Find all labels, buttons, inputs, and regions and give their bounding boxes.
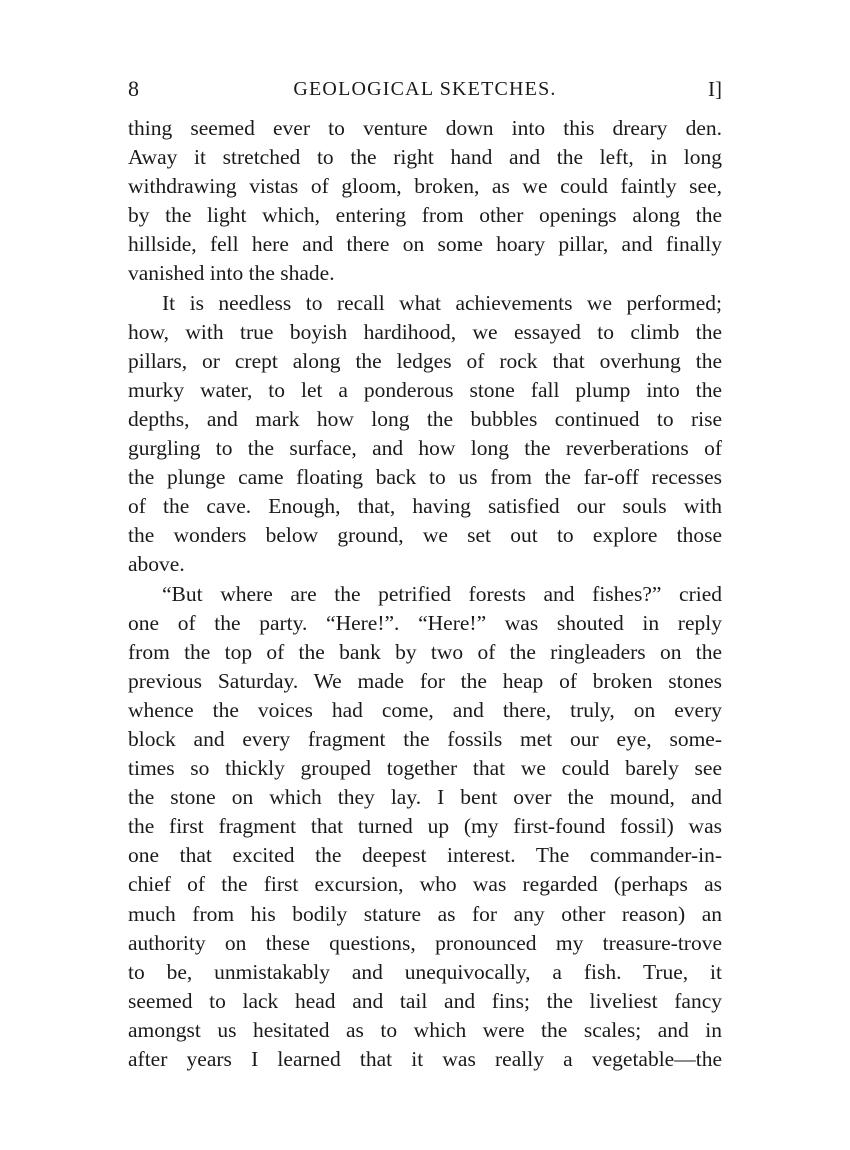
running-head (128, 74, 722, 104)
text-line: Away it stretched to the right hand and the left, in long (128, 145, 722, 170)
text-line: pillars, or crept along the ledges of rock that overhung the (128, 348, 722, 373)
text-line: vanished into the shade. (128, 261, 335, 286)
text-line: whence the voices had come, and there, truly, on every (128, 697, 722, 722)
text-line: hillside, fell here and there on some hoary pillar, and finally (128, 232, 722, 257)
body-text (128, 114, 722, 1074)
text-line: block and every fragment the fossils met our eye, some- (128, 726, 722, 751)
page-number: 8 (128, 76, 139, 101)
text-line: chief of the first excursion, who was regarded (perhaps as (128, 872, 722, 897)
text-line: the wonders below ground, we set out to explore those (128, 523, 722, 548)
text-line: It is needless to recall what achievements we performed; (162, 290, 722, 315)
text-line: one that excited the deepest interest. The commander-in- (128, 843, 722, 868)
text-line: after years I learned that it was really a vegetable—the (128, 1047, 722, 1071)
text-line: above. (128, 552, 185, 577)
text-line: depths, and mark how long the bubbles continued to rise (128, 406, 722, 431)
text-line: by the light which, entering from other openings along the (128, 203, 722, 228)
text-line: authority on these questions, pronounced my treasure-trove (128, 930, 722, 955)
chapter-mark: I] (708, 77, 722, 101)
text-line: thing seemed ever to venture down into this dreary den. (128, 116, 722, 140)
text-line: of the cave. Enough, that, having satisfied our souls with (128, 494, 722, 519)
text-line: gurgling to the surface, and how long the reverberations of (128, 436, 722, 461)
text-line: one of the party. “Here!”. “Here!” was shouted in reply (128, 610, 722, 635)
text-line: the stone on which they lay. I bent over the mound, and (128, 785, 722, 810)
text-line: the first fragment that turned up (my first-found fossil) was (128, 814, 722, 839)
text-line: the plunge came floating back to us from the far-off recesses (128, 465, 722, 490)
text-line: previous Saturday. We made for the heap of broken stones (128, 668, 722, 693)
text-line: murky water, to let a ponderous stone fall plump into the (128, 377, 722, 402)
text-line: times so thickly grouped together that we could barely see (128, 756, 722, 781)
text-line: to be, unmistakably and unequivocally, a fish. True, it (128, 959, 722, 984)
text-line: how, with true boyish hardihood, we essayed to climb the (128, 319, 722, 344)
text-line: seemed to lack head and tail and fins; the liveliest fancy (128, 988, 722, 1013)
text-line: much from his bodily stature as for any other reason) an (128, 901, 722, 926)
running-title: GEOLOGICAL SKETCHES. (293, 78, 557, 100)
text-line: withdrawing vistas of gloom, broken, as we could faintly see, (128, 174, 722, 199)
text-line: “But where are the petrified forests and fishes?” cried (162, 581, 722, 606)
text-line: from the top of the bank by two of the ringleaders on the (128, 639, 722, 664)
text-line: amongst us hesitated as to which were the scales; and in (128, 1017, 722, 1042)
